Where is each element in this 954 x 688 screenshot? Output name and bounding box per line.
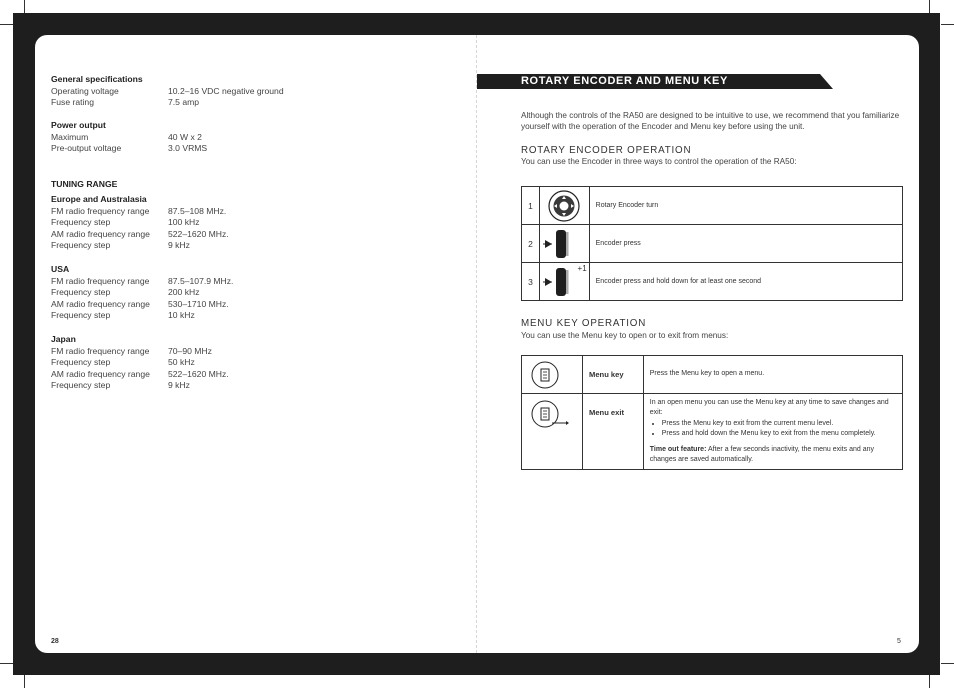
table-row [522,356,903,394]
spec-row: FM radio frequency range 87.5–107.9 MHz. [51,275,234,286]
spec-row: Fuse rating 7.5 amp [51,97,200,108]
spec-row: AM radio frequency range 522–1620 MHz. [51,228,229,239]
encoder-press-hold-icon [539,263,589,301]
crop-mark [929,675,930,688]
region-japan [51,334,229,392]
list-item: • Press the Menu key to exit from the current menu level. [662,419,896,429]
crop-mark [941,663,954,664]
menu-key-icon [522,356,583,394]
menu-exit-description [643,394,902,470]
spec-row: FM radio frequency range 87.5–108 MHz. [51,205,227,216]
crop-mark [24,675,25,688]
power-output-heading: Power output [51,120,106,130]
menu-key-description: Press the Menu key to open a menu. [643,356,902,394]
encoder-table [521,186,903,301]
hold-badge: +1 [577,264,587,273]
row-number: 3 [522,263,540,301]
row-number: 1 [522,187,540,225]
menu-exit-intro: In an open menu you can use the Menu key at any time to save changes and exit: [649,399,889,417]
page-gutter [476,35,477,653]
power-output-section [51,120,207,155]
row-description: Encoder press [589,225,902,263]
menu-key-subtitle: You can use the Menu key to open or to exit from menus: [521,331,729,340]
region-heading: USA [51,264,70,274]
spec-row: Maximum 40 W x 2 [51,131,202,142]
tuning-range-heading: TUNING RANGE [51,179,118,189]
encoder-subtitle: You can use the Encoder in three ways to control the operation of the RA50: [521,157,797,166]
encoder-press-icon [539,225,589,263]
table-row [522,187,903,225]
region-heading: Europe and Australasia [51,194,147,204]
menu-key-table [521,355,903,470]
general-specs-heading: General specifications [51,74,143,84]
intro-paragraph: Although the controls of the RA50 are designed to be intuitive to use, we recommend that you familiarize yourself with the operation of the Encoder and Menu key before using the unit. [521,111,900,132]
table-row [522,394,903,470]
menu-key-label: Menu key [583,356,644,394]
spec-row: Frequency step 9 kHz [51,240,190,251]
region-europe [51,194,229,252]
spec-row: Frequency step 10 kHz [51,310,195,321]
page-number-right: 5 [897,638,901,645]
timeout-text: After a few seconds inactivity, the menu exits and any changes are saved automatically. [649,445,874,464]
table-row [522,263,903,301]
banner-title: ROTARY ENCODER AND MENU KEY [521,75,728,87]
list-item: • Press and hold down the Menu key to exit from the menu completely. [662,429,896,439]
rotary-knob-icon [539,187,589,225]
menu-key-heading: MENU KEY OPERATION [521,318,647,329]
spec-row: FM radio frequency range 70–90 MHz [51,345,212,356]
encoder-heading: ROTARY ENCODER OPERATION [521,145,692,156]
spec-row: Operating voltage 10.2–16 VDC negative ground [51,85,284,96]
spec-row: AM radio frequency range 522–1620 MHz. [51,368,229,379]
menu-exit-list [650,419,896,440]
general-specs-section [51,74,284,109]
crop-mark [941,24,954,25]
spec-row: AM radio frequency range 530–1710 MHz. [51,298,229,309]
crop-mark [24,0,25,13]
page-number-left: 28 [51,638,59,645]
table-row [522,225,903,263]
crop-mark [929,0,930,13]
spec-row: Frequency step 9 kHz [51,380,190,391]
menu-exit-label: Menu exit [583,394,644,470]
crop-mark [0,24,13,25]
menu-exit-icon [522,394,583,470]
region-heading: Japan [51,334,76,344]
timeout-note [650,445,896,466]
spec-row: Frequency step 200 kHz [51,287,200,298]
region-usa [51,264,233,322]
row-number: 2 [522,225,540,263]
tuning-range-heading-block [51,179,117,191]
spec-row: Frequency step 100 kHz [51,217,200,228]
crop-mark [0,663,13,664]
spec-row: Pre-output voltage 3.0 VRMS [51,143,208,154]
row-description: Rotary Encoder turn [589,187,902,225]
timeout-label: Time out feature: [649,445,707,453]
spec-row: Frequency step 50 kHz [51,357,195,368]
row-description: Encoder press and hold down for at least one second [589,263,902,301]
